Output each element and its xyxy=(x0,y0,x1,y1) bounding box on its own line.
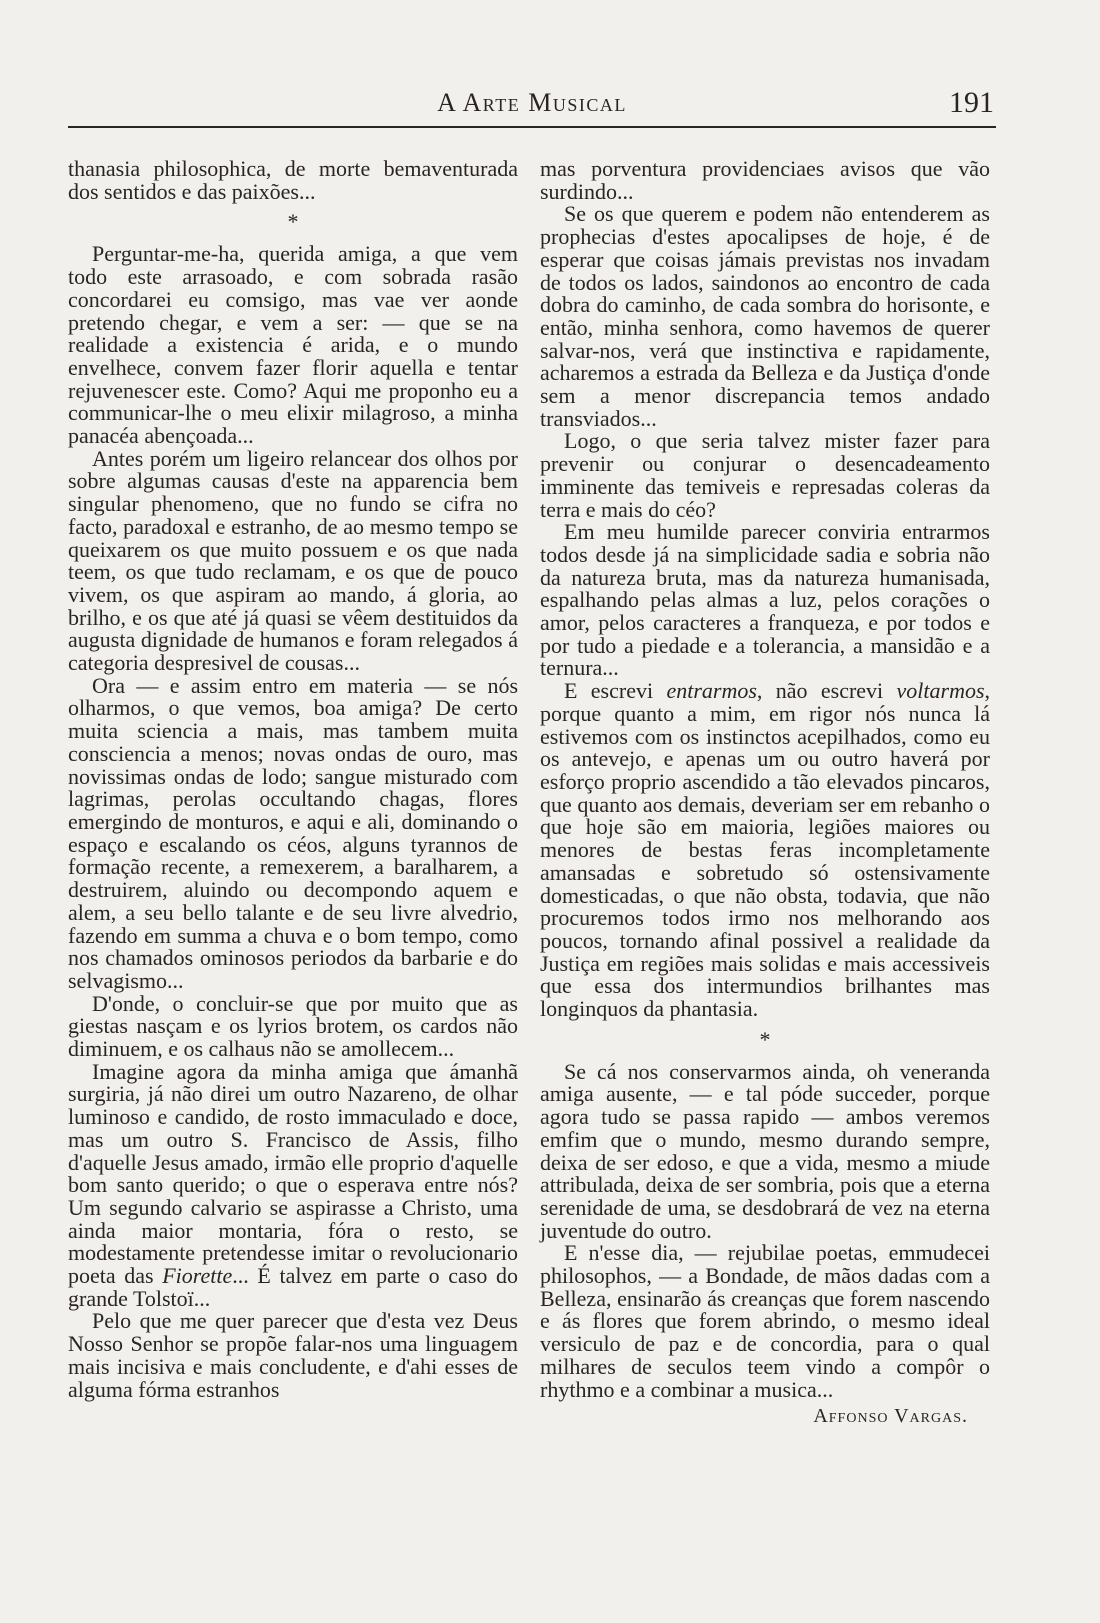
italic-title: Fiorette xyxy=(162,1263,233,1289)
text-run: ... É talvez em parte o caso do grande Tolstoï... xyxy=(68,1263,519,1311)
paragraph: Se os que querem e podem não entenderem as prophecias d'estes apocalipses de hoje, é de esperar que coisas jámais previstas nos invadam de todos os lados, saindonos ao encontro de cada dobra do caminho, de cada sombra do horisonte, e então, minha senhora, como havemos de querer salvar-nos, verá que instinctiva e rapidamente, acharemos a estrada da Belleza e da Justiça d'onde sem a menor discrepancia temos andado transviados... xyxy=(540,201,990,431)
paragraph: Antes porém um ligeiro relancear dos olhos por sobre algumas causas d'este na apparencia bem singular phenomeno, que no fundo se cifra no facto, paradoxal e estranho, de ao mesmo tempo se queixarem os que muito possuem e os que nada teem, os que tudo reclamam, e os que de pouco vivem, os que aspiram ao mando, á gloria, ao brilho, e os que até já quasi se vêem destituidos da augusta dignidade de humanos e foram relegados á categoria despresivel de cousas... xyxy=(68,445,518,676)
paragraph: E n'esse dia, — rejubilae poetas, emmudecei philosophos, — a Bondade, de mãos dadas com a Belleza, ensinarão ás creanças que forem nascendo e ás flores que forem abrindo, o mesmo ideal versiculo de paz e de concordia, para o qual milhares de seculos teem vindo a compôr o rhythmo e a combinar a musica... xyxy=(540,1240,990,1402)
paragraph xyxy=(68,1058,519,1311)
paragraph: Em meu humilde parecer conviria entrarmos todos desde já na simplicidade sadia e sobria não da natureza bruta, mas da natureza humanisada, espalhando pelas almas a luz, pelos corações o amor, pelos caracteres a franqueza, e por todos e por tudo a piedade e a tolerancia, a mansidão e a ternura... xyxy=(540,519,990,681)
paragraph: Ora — e assim entro em materia — se nós olharmos, o que vemos, boa amiga? De certo muita sciencia a mais, mas tambem muita consciencia a menos; novas ondas de ouro, mas novissimas ondas de lodo; sangue misturado com lagrimas, perolas occultando chagas, flores emergindo de monturos, e aqui e ali, dominando o espaço e escalando os céos, alguns tyrannos de formação recente, a remexerem, a baralharem, a destruirem, aluindo ou decompondo aquem e alem, a seu bello talante e de seu livre alvedrio, fazendo em summa a chuva e o bom tempo, como nos chamados ominosos periodos da barbarie e do selvagismo... xyxy=(68,672,518,993)
paragraph: Logo, o que seria talvez mister fazer para prevenir ou conjurar o desencadeamento imminente das temiveis e represadas coleras da terra e mais do céo? xyxy=(540,428,990,522)
left-column xyxy=(68,158,518,1401)
header-rule xyxy=(68,126,996,128)
paragraph: mas porventura providenciaes avisos que vão surdindo... xyxy=(540,156,990,204)
running-title: A Arte Musical xyxy=(437,88,627,117)
right-column xyxy=(540,158,990,1428)
author-signature: Affonso Vargas. xyxy=(813,1405,968,1428)
text-run: E escrevi xyxy=(564,678,654,704)
paragraph: D'onde, o concluir-se que por muito que as giestas nasçam e os lyrios brotem, os cardos não diminuem, e os calhaus não se amollecem... xyxy=(68,990,518,1062)
italic-word: voltarmos xyxy=(896,678,985,704)
italic-word: entrarmos xyxy=(666,678,757,704)
paragraph: Se cá nos conservarmos ainda, oh veneranda amiga ausente, — e tal póde succeder, porque agora tudo se passa rapido — ambos veremos emfim que o mundo, mesmo durando sempre, deixa de ser edoso, e que a vida, mesmo a miude attribulada, deixa de ser sombria, pois que a eterna serenidade de uma, se desdobrará de vez na eterna juventude do outro. xyxy=(540,1058,990,1243)
section-asterisk: * xyxy=(759,1026,771,1052)
paragraph: Perguntar-me-ha, querida amiga, a que vem todo este arrasoado, e com sobrada rasão concordarei eu comsigo, mas vae ver aonde pretendo chegar, e vem a ser: — que se na realidade a existencia é arida, e o mundo envelhece, convem fazer florir aquella e tentar rejuvenescer este. Como? Aqui me proponho eu a communicar-lhe o meu elixir milagroso, a minha panacéa abençoada... xyxy=(68,241,518,449)
text-run: , não escrevi xyxy=(756,678,884,704)
paragraph: thanasia philosophica, de morte bemaventurada dos sentidos e das paixões... xyxy=(68,156,518,204)
text-run: Imagine agora da minha amiga que ámanhã surgiria, já não direi um outro Nazareno, de olhar luminoso e candido, de rosto immaculado e doce, mas um outro S. Francisco de Assis, filho d'aquelle Jesus amado, irmão elle proprio d'aquelle bom santo querido; o que o esperava entre nós? Um segundo calvario se aspirasse a Christo, uma ainda maior montaria, fóra o resto, se modestamente pretendesse imitar o revolucionario poeta das xyxy=(68,1058,518,1289)
paragraph xyxy=(540,680,990,1021)
page-header xyxy=(68,86,996,126)
section-asterisk: * xyxy=(287,209,299,235)
page-number: 191 xyxy=(949,86,994,119)
paragraph: Pelo que me quer parecer que d'esta vez Deus Nosso Senhor se propõe falar-nos uma linguagem mais incisiva e mais concludente, e d'ahi esses de alguma fórma estranhos xyxy=(68,1308,518,1402)
text-run: , porque quanto a mim, em rigor nós nunca lá estivemos com os instinctos acepilhados, como eu os antevejo, e apenas um ou outro haverá por esforço proprio ascendido a tão elevados pincaros, que quanto aos demais, deveriam ser em rebanho o que hoje são em maioria, legiões maiores ou menores de bestas feras incompletamente amansadas e sobretudo só ostensivamente domesticadas, o que não obsta, todavia, que não procuremos todos irmo nos melhorando aos poucos, tornando afinal possivel a realidade da Justiça em regiões mais solidas e mais accessiveis que essa dos intermundios brilhantes mas longinquos da phantasia. xyxy=(540,678,991,1022)
